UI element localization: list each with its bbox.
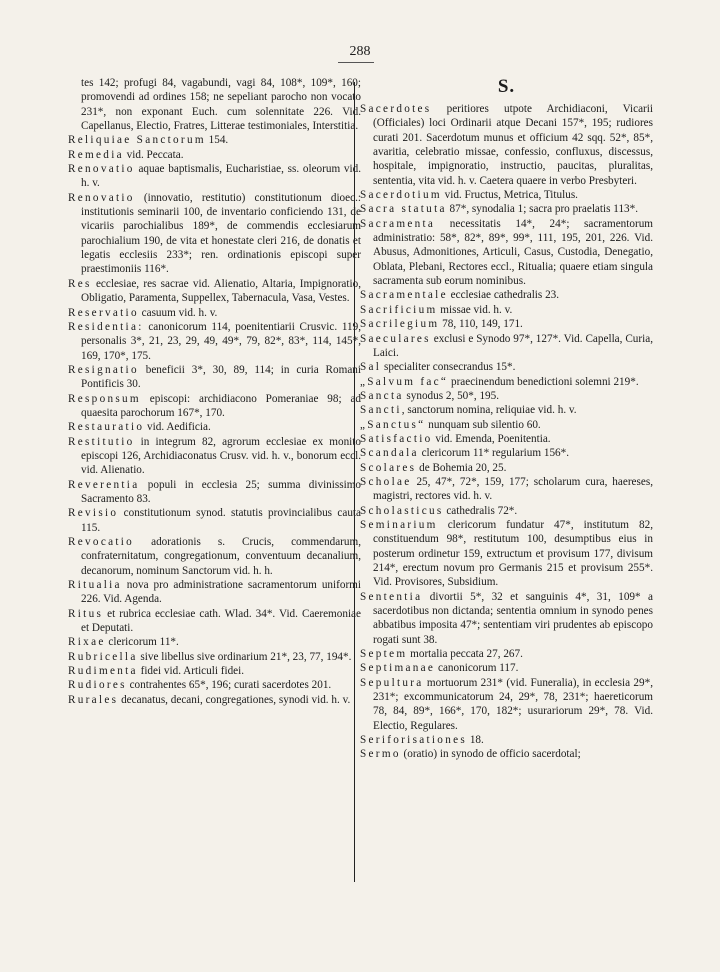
entry-headword: Rurales xyxy=(68,693,119,706)
entry-headword: Residentia: xyxy=(68,320,144,333)
index-entry xyxy=(360,461,653,475)
entry-headword: Responsum xyxy=(68,392,141,405)
index-entry xyxy=(68,435,361,478)
index-entry xyxy=(68,693,361,707)
entry-headword: Seminarium xyxy=(360,518,438,531)
entry-text: nunquam sub silentio 60. xyxy=(425,418,541,431)
index-entry xyxy=(360,288,653,302)
index-entry xyxy=(68,678,361,692)
index-entry xyxy=(360,202,653,216)
entry-text: de Bohemia 20, 25. xyxy=(416,461,507,474)
index-entry xyxy=(360,360,653,374)
page-number: 288 xyxy=(349,44,371,59)
entry-headword: Reservatio xyxy=(68,306,139,319)
entry-headword: Seriforisationes xyxy=(360,734,468,747)
index-entry xyxy=(360,446,653,460)
entry-text: ecclesiae, res sacrae vid. Alienatio, Altaria, Impignoratio, Obligatio, Paramenta, Suppellex, Tabernacula, Vasa, Vestes. xyxy=(81,277,361,305)
entry-text: synodus 2, 50*, 195. xyxy=(403,389,500,402)
index-entry xyxy=(68,277,361,306)
index-entry xyxy=(68,607,361,636)
entry-headword: Revocatio xyxy=(68,536,135,548)
page-number-rule xyxy=(338,62,374,63)
index-entry xyxy=(360,375,653,389)
index-entry xyxy=(360,647,653,661)
entry-text: clericorum 11* regularium 156*. xyxy=(418,447,570,460)
index-entry xyxy=(360,661,653,675)
entry-text: aquae baptismalis, Eucharistiae, ss. oleorum vid. h. v. xyxy=(81,163,361,190)
index-entry xyxy=(68,320,361,363)
index-entry xyxy=(360,418,653,432)
entry-headword: Revisio xyxy=(68,507,119,520)
entry-text: missae vid. h. v. xyxy=(437,303,513,316)
index-entry xyxy=(360,403,653,417)
entry-text: in integrum 82, agrorum ecclesiae ex monito episcopi 126, Archidiaconatus Crusv. vid. h. v., bonorum eccl. vid. Alienatio. xyxy=(81,435,361,477)
entry-headword: Scolares xyxy=(360,461,417,474)
entry-text: vid. Aedificia. xyxy=(144,421,211,434)
index-entry xyxy=(68,191,361,277)
entry-text: mortuorum 231* (vid. Funeralia), in ecclesia 29*, 231*; excommunicatorum 24, 29*, 78, 231*; haereticorum 78, 84, 89*, 166*, 170, 182*; usurariorum 29*, 78. Vid. Electio, Regulares. xyxy=(373,676,653,732)
index-entry xyxy=(68,420,361,434)
index-entry xyxy=(360,475,653,504)
entry-text: sive libellus sive ordinarium 21*, 23, 77, 194*. xyxy=(137,650,352,663)
left-column xyxy=(68,76,361,707)
index-entry xyxy=(68,162,361,191)
entry-text: canonicorum 114, poenitentiarii Crusvic. 119, personalis 3*, 21, 23, 29, 49, 49*, 79, 82*, 83*, 114, 145*, 169, 170*, 175. xyxy=(81,320,361,362)
entry-headword: Saeculares xyxy=(360,332,431,345)
entry-headword: „Salvum fac“ xyxy=(360,375,449,388)
entry-text: 78, 110, 149, 171. xyxy=(439,318,523,331)
entry-headword: Remedia xyxy=(68,148,124,161)
entry-text: (oratio) in synodo de officio sacerdotal; xyxy=(400,748,581,761)
entry-text: fidei vid. Articuli fidei. xyxy=(137,665,245,678)
entry-headword: Renovatio xyxy=(68,191,135,204)
entry-text: 87*, synodalia 1; sacra pro praelatis 113*. xyxy=(446,203,639,216)
entry-headword: Renovatio xyxy=(68,163,135,176)
entry-headword: Reverentia xyxy=(68,478,140,491)
column-divider xyxy=(354,82,355,882)
entry-text: episcopi: archidiacono Pomeraniae 98; ad quaesita parochorum 167*, 170. xyxy=(81,392,361,419)
entry-text: contrahentes 65*, 196; curati sacerdotes 201. xyxy=(126,679,332,692)
index-entry xyxy=(68,664,361,678)
index-entry xyxy=(360,747,653,761)
entry-text: vid. Fructus, Metrica, Titulus. xyxy=(441,189,578,202)
index-entry xyxy=(360,590,653,647)
entry-text: casuum vid. h. v. xyxy=(138,306,218,319)
entry-headword: Reliquiae Sanctorum xyxy=(68,134,206,147)
index-entry xyxy=(68,392,361,421)
entry-text: cathedralis 72*. xyxy=(443,504,518,517)
entry-headword: Rudimenta xyxy=(68,665,138,678)
entry-headword: Satisfactio xyxy=(360,432,433,445)
index-entry xyxy=(68,650,361,664)
entry-text: divortii 5*, 32 et sanguinis 4*, 31, 109* a sacerdotibus non dictanda; sententia omnium in synodo penes abbatibus imposita 47*; sententiam viri prudentes ab episcopo rogati sunt 38. xyxy=(373,590,653,646)
entry-headword: Sancti xyxy=(360,404,402,417)
index-entry xyxy=(360,676,653,733)
index-entry xyxy=(360,432,653,446)
index-entry xyxy=(68,76,361,133)
entry-headword: Sancta xyxy=(360,389,404,402)
entry-headword: Resignatio xyxy=(68,363,139,376)
entry-text: vid. Peccata. xyxy=(123,148,184,161)
index-entry xyxy=(360,518,653,590)
entry-text: clericorum fundatur 47*, institutum 82, constituendum 98*, restitutum 100, desumptibus eius in posterum ordinetur 159, extructum et provisum 177, divisum 214*, erectum novum pro Germanis 215 et provisum 255*. Vid. Provisores, Subsidium. xyxy=(373,518,653,589)
index-entry xyxy=(360,389,653,403)
entry-text: mortalia peccata 27, 267. xyxy=(407,648,523,661)
entry-headword: Ritualia xyxy=(68,579,122,592)
entry-headword: Sacerdotes xyxy=(360,103,432,115)
index-entry xyxy=(68,478,361,507)
index-entry xyxy=(360,317,653,331)
entry-text: nova pro administratione sacramentorum uniformi 226. Vid. Agenda. xyxy=(81,579,361,606)
entry-text: necessitatis 14*, 24*; sacramentorum administratio: 58*, 82*, 89*, 99*, 111, 195, 201, 226. Vid. Abusus, Admonitiones, Articuli, Casus, Custodia, Denegatio, Oblata, Plebani, Rectores eccl., Ritualia; quaere etiam singula sacramenta sub eorum nominibus. xyxy=(373,217,653,288)
entry-headword: Sepultura xyxy=(360,676,424,689)
index-entry xyxy=(360,188,653,202)
entry-text: 25, 47*, 72*, 159, 177; scholarum cura, haereses, magistri, rectores vid. h. v. xyxy=(373,475,653,503)
index-entry xyxy=(68,506,361,535)
entry-headword: Sacramenta xyxy=(360,217,436,230)
entry-text: ecclesiae cathedralis 23. xyxy=(447,289,560,302)
entry-text: beneficii 3*, 30, 89, 114; in curia Romani Pontificis 30. xyxy=(81,363,361,391)
index-entry xyxy=(360,217,653,289)
entry-headword: Rubricella xyxy=(68,650,138,663)
entry-text: adorationis s. Crucis, commendarum, confraternitatum, congregationum, conventuum decanalium, decanorum, nominum Sanctorum vid. h. h. xyxy=(81,536,361,577)
entry-headword: „Sanctus“ xyxy=(360,418,426,431)
entry-headword: Sacerdotium xyxy=(360,189,442,202)
entry-text: exclusi e Synodo 97*, 127*. Vid. Capella, Curia, Laici. xyxy=(373,332,653,359)
entry-headword: Sal xyxy=(360,361,382,374)
entry-text: populi in ecclesia 25; summa divinissimo Sacramento 83. xyxy=(81,478,361,505)
section-letter: S. xyxy=(497,76,516,97)
index-entry xyxy=(68,306,361,320)
entry-text: 154. xyxy=(205,134,229,147)
index-entry xyxy=(68,363,361,392)
index-entry xyxy=(68,578,361,607)
index-entry xyxy=(68,133,361,147)
entry-text: clericorum 11*. xyxy=(105,636,179,649)
entry-text: peritiores utpote Archidiaconi, Vicarii (Officiales) loci Ordinarii atque Decani 157*, 195; rudiores curati 201. Sacerdotum munus et officium 42 sqq. 52*, 85*, avaritia, celebratio missae, confessio, confluxus, discessus, hospitale, impignoratio, instructio, paucitas, pluralitas, sententia, vita vid. h. v. Caetera quaere in verbo Presbyteri. xyxy=(373,103,653,187)
index-entry xyxy=(360,504,653,518)
entry-headword: Res xyxy=(68,277,92,290)
index-entry xyxy=(360,332,653,361)
entry-text: et rubrica ecclesiae cath. Wlad. 34*. Vid. Caeremoniae et Deputati. xyxy=(81,607,361,635)
entry-text: (innovatio, restitutio) constitutionum dioec.: institutionis seminarii 100, de inventario conficiendo 131, de vicariis parochialibus 189*, de commendis ecclesiarum parochialium 190, de vita et honestate cleri 216, de donatis et legatis ecclesiis 233*; ren. ordinationis episcopi super praestimoniis 116*. xyxy=(81,191,361,276)
entry-text: , sanctorum nomina, reliquiae vid. h. v. xyxy=(401,404,577,417)
right-column xyxy=(360,76,653,762)
entry-headword: Scholae xyxy=(360,475,412,488)
entry-text: tes 142; profugi 84, vagabundi, vagi 84, 108*, 109*, 160; promovendi ad ordines 158; ne sepeliant parocho non vocato 231*, non exponant Euch. cum solennitate 226. Vid. Capellanus, Electio, Fratres, Litterae testimoniales, Interstitia. xyxy=(81,77,361,133)
entry-headword: Scholasticus xyxy=(360,504,444,517)
index-entry xyxy=(68,635,361,649)
entry-headword: Rixae xyxy=(68,636,106,649)
index-entry xyxy=(360,733,653,747)
entry-text: vid. Emenda, Poenitentia. xyxy=(432,432,551,445)
index-entry xyxy=(360,102,653,188)
entry-headword: Sacrificium xyxy=(360,303,438,316)
entry-text: specialiter consecrandus 15*. xyxy=(381,361,516,374)
index-entry xyxy=(68,148,361,162)
entry-headword: Scandala xyxy=(360,447,419,460)
index-entry xyxy=(68,535,361,578)
entry-text: 18. xyxy=(467,734,484,747)
entry-headword: Septem xyxy=(360,648,408,661)
entry-headword: Rudiores xyxy=(68,679,127,692)
entry-text: decanatus, decani, congregationes, synodi vid. h. v. xyxy=(118,693,351,706)
entry-headword: Septimanae xyxy=(360,662,436,675)
index-entry xyxy=(360,303,653,317)
entry-text: canonicorum 117. xyxy=(435,662,519,675)
entry-headword: Restitutio xyxy=(68,435,135,448)
entry-headword: Ritus xyxy=(68,607,104,620)
entry-headword: Sacra statuta xyxy=(360,203,447,216)
entry-headword: Restauratio xyxy=(68,421,145,434)
entry-headword: Sacrilegium xyxy=(360,318,440,331)
entry-headword: Sermo xyxy=(360,748,401,761)
entry-headword: Sententia xyxy=(360,590,423,603)
entry-text: praecinendum benedictioni solemni 219*. xyxy=(448,375,639,388)
entry-text: constitutionum synod. statutis provincialibus cauta 115. xyxy=(81,507,361,534)
entry-headword: Sacramentale xyxy=(360,289,448,302)
